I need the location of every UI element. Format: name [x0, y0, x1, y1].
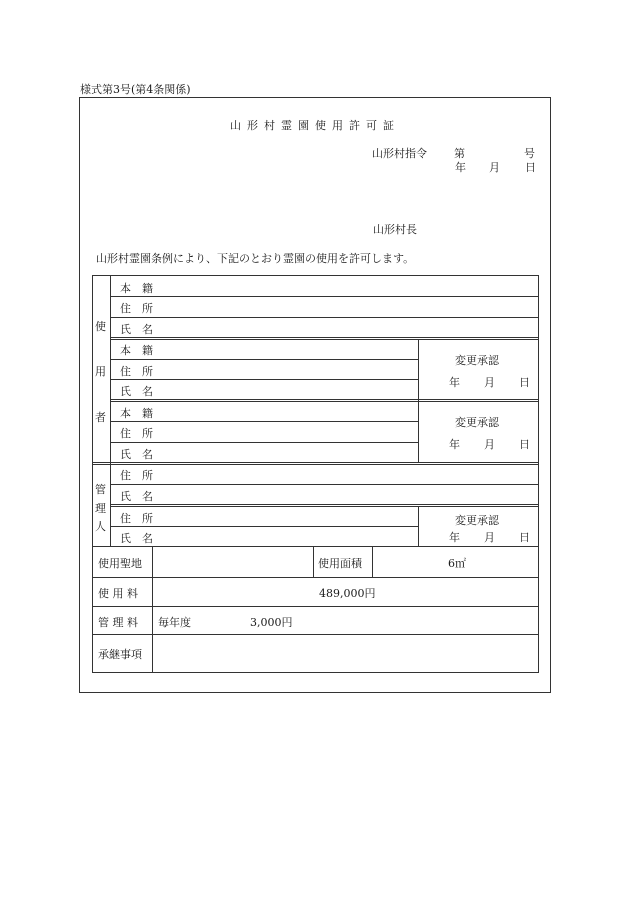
user-heading-1: 使: [95, 320, 106, 333]
manager2-name-label: 氏 名: [120, 532, 153, 545]
area-label: 使用面積: [318, 557, 362, 570]
manager2-year: 年: [449, 531, 460, 544]
user3-name-label: 氏 名: [120, 448, 153, 461]
fee-value: 489,000円: [319, 587, 376, 600]
issue-month: 月: [489, 161, 500, 174]
manager-heading-1: 管: [95, 483, 106, 496]
issue-year: 年: [455, 161, 466, 174]
mgmt-fee-period: 毎年度: [158, 616, 191, 629]
permit-go: 号: [524, 147, 535, 160]
user3-day: 日: [519, 438, 530, 451]
user-heading-3: 者: [95, 411, 106, 424]
manager2-address-label: 住 所: [120, 512, 153, 525]
user2-day: 日: [519, 376, 530, 389]
user3-year: 年: [449, 438, 460, 451]
form-number: 様式第3号(第4条関係): [80, 83, 191, 96]
user1-name-label: 氏 名: [120, 323, 153, 336]
user2-honseki-label: 本 籍: [120, 344, 153, 357]
manager-heading-3: 人: [95, 520, 106, 533]
issue-day: 日: [525, 161, 536, 174]
mgmt-fee-label: 管 理 料: [98, 616, 138, 629]
area-value: 6㎡: [448, 557, 466, 570]
plot-label: 使用聖地: [98, 557, 142, 570]
manager2-change-approval: 変更承認: [455, 514, 499, 527]
succession-label: 承継事項: [98, 648, 142, 661]
user3-honseki-label: 本 籍: [120, 407, 153, 420]
user2-month: 月: [484, 376, 495, 389]
user2-year: 年: [449, 376, 460, 389]
user-heading-2: 用: [95, 365, 106, 378]
manager2-month: 月: [484, 531, 495, 544]
mgmt-fee-value: 3,000円: [250, 616, 293, 629]
user2-address-label: 住 所: [120, 365, 153, 378]
user1-honseki-label: 本 籍: [120, 282, 153, 295]
preface-text: 山形村霊園条例により、下記のとおり霊園の使用を許可します。: [96, 252, 415, 265]
user3-change-approval: 変更承認: [455, 416, 499, 429]
user3-month: 月: [484, 438, 495, 451]
document-title: 山形村霊園使用許可証: [230, 119, 400, 132]
user1-address-label: 住 所: [120, 302, 153, 315]
manager2-day: 日: [519, 531, 530, 544]
manager-heading-2: 理: [95, 502, 106, 515]
manager1-address-label: 住 所: [120, 469, 153, 482]
permit-dai: 第: [454, 147, 465, 160]
user2-name-label: 氏 名: [120, 385, 153, 398]
permit-prefix: 山形村指令: [372, 147, 427, 160]
user3-address-label: 住 所: [120, 427, 153, 440]
manager1-name-label: 氏 名: [120, 490, 153, 503]
fee-label: 使 用 料: [98, 587, 138, 600]
issuer: 山形村長: [373, 223, 417, 236]
user2-change-approval: 変更承認: [455, 354, 499, 367]
